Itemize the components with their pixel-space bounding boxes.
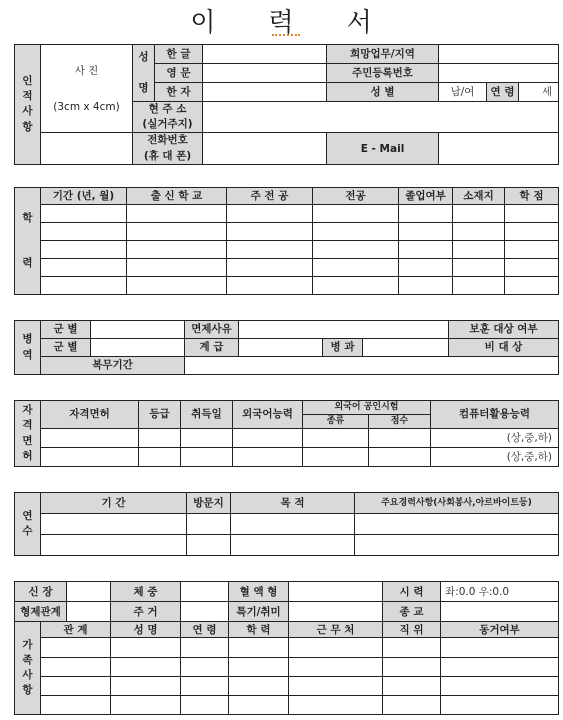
table-cell[interactable] (181, 638, 229, 657)
table-cell[interactable] (383, 657, 441, 676)
computer-level-2[interactable]: (상,중,하) (431, 448, 559, 467)
service-period-field[interactable] (185, 357, 559, 375)
table-cell[interactable] (369, 448, 431, 467)
table-cell[interactable] (41, 657, 111, 676)
table-cell[interactable] (453, 259, 505, 277)
table-cell[interactable] (111, 657, 181, 676)
table-cell[interactable] (231, 514, 355, 535)
table-cell[interactable] (505, 277, 559, 295)
table-cell[interactable] (41, 514, 187, 535)
service-period-label: 복무기간 (41, 357, 185, 375)
rank-field[interactable] (239, 339, 323, 357)
name-hanja-label: 한 자 (155, 83, 203, 102)
gender-label: 성 별 (327, 83, 439, 102)
veteran-label: 보훈 대상 여부 (449, 321, 559, 339)
table-cell[interactable] (441, 657, 559, 676)
title-char-2: 력 (268, 8, 295, 38)
family-header-age: 연 령 (181, 622, 229, 638)
table-row (15, 638, 559, 657)
table-row (15, 676, 559, 695)
non-target-label[interactable]: 비 대 상 (449, 339, 559, 357)
table-cell[interactable] (227, 241, 313, 259)
table-cell[interactable] (441, 676, 559, 695)
table-row (15, 429, 559, 448)
table-cell[interactable] (355, 535, 559, 556)
table-cell[interactable] (313, 241, 399, 259)
computer-skill-header: 컴퓨터활용능력 (431, 401, 559, 429)
family-header-position: 직 위 (383, 622, 441, 638)
desired-job-field[interactable] (439, 45, 559, 64)
siblings-field[interactable] (67, 602, 111, 622)
religion-label: 종 교 (383, 602, 441, 622)
age-label: 연 령 (487, 83, 519, 102)
table-cell[interactable] (399, 259, 453, 277)
table-cell[interactable] (313, 259, 399, 277)
edu-header-location: 소재지 (453, 188, 505, 205)
edu-header-graduated: 졸업여부 (399, 188, 453, 205)
specialty-field[interactable] (363, 339, 449, 357)
phone-field[interactable] (203, 133, 327, 164)
name-english-field[interactable] (203, 64, 327, 83)
table-cell[interactable] (233, 429, 303, 448)
table-cell[interactable] (41, 676, 111, 695)
weight-field[interactable] (181, 582, 229, 602)
name-hangul-field[interactable] (203, 45, 327, 64)
family-header-cohabit: 동거여부 (441, 622, 559, 638)
residence-field[interactable] (181, 602, 229, 622)
title-underline (272, 34, 300, 36)
blood-field[interactable] (289, 582, 383, 602)
training-section-label: 연 수 (15, 493, 41, 556)
table-cell[interactable] (127, 277, 227, 295)
table-cell[interactable] (181, 429, 233, 448)
cert-type-header: 종류 (303, 415, 369, 429)
table-cell[interactable] (181, 695, 229, 714)
table-cell[interactable] (383, 676, 441, 695)
table-cell[interactable] (41, 259, 127, 277)
table-cell[interactable] (453, 241, 505, 259)
table-row (15, 448, 559, 467)
grade-header: 등급 (139, 401, 181, 429)
military-branch-label: 군 별 (41, 339, 91, 357)
table-cell[interactable] (187, 514, 231, 535)
table-cell[interactable] (111, 695, 181, 714)
name-hanja-field[interactable] (203, 83, 327, 102)
training-country-header: 방문지 (187, 493, 231, 514)
edu-header-school: 출 신 학 교 (127, 188, 227, 205)
table-row (15, 657, 559, 676)
table-cell[interactable] (369, 429, 431, 448)
religion-field[interactable] (441, 602, 559, 622)
military-type-field[interactable] (91, 321, 185, 339)
table-cell[interactable] (453, 223, 505, 241)
table-row (15, 205, 559, 223)
table-row (15, 223, 559, 241)
cert-test-header: 외국어 공인시험 (303, 401, 431, 415)
table-cell[interactable] (227, 277, 313, 295)
table-cell[interactable] (505, 223, 559, 241)
rank-label: 계 급 (185, 339, 239, 357)
name-english-label: 영 문 (155, 64, 203, 83)
table-cell[interactable] (229, 695, 289, 714)
education-section-label: 학 력 (15, 188, 41, 295)
blood-label: 혈 액 형 (229, 582, 289, 602)
vision-label: 시 력 (383, 582, 441, 602)
table-cell[interactable] (289, 638, 383, 657)
photo-spacer (41, 133, 133, 164)
table-cell[interactable] (303, 448, 369, 467)
edu-header-major: 주 전 공 (227, 188, 313, 205)
table-cell[interactable] (181, 448, 233, 467)
table-cell[interactable] (41, 429, 139, 448)
table-cell[interactable] (289, 676, 383, 695)
address-field[interactable] (203, 102, 559, 133)
table-cell[interactable] (229, 657, 289, 676)
table-cell[interactable] (289, 695, 383, 714)
exempt-reason-label: 면제사유 (185, 321, 239, 339)
table-cell[interactable] (453, 205, 505, 223)
table-cell[interactable] (227, 205, 313, 223)
family-header-name: 성 명 (111, 622, 181, 638)
rrn-field[interactable] (439, 64, 559, 83)
cert-score-header: 점수 (369, 415, 431, 429)
table-cell[interactable] (41, 638, 111, 657)
table-cell[interactable] (313, 205, 399, 223)
family-section-label: 가 족 사 항 (15, 622, 41, 715)
table-row (15, 259, 559, 277)
table-cell[interactable] (399, 205, 453, 223)
table-cell[interactable] (399, 223, 453, 241)
height-field[interactable] (67, 582, 111, 602)
hobby-label: 특기/취미 (229, 602, 289, 622)
age-unit[interactable]: 세 (519, 83, 559, 102)
table-cell[interactable] (303, 429, 369, 448)
table-cell[interactable] (41, 223, 127, 241)
table-cell[interactable] (227, 259, 313, 277)
table-cell[interactable] (441, 695, 559, 714)
table-cell[interactable] (139, 429, 181, 448)
acquired-header: 취득일 (181, 401, 233, 429)
license-header: 자격면허 (41, 401, 139, 429)
family-header-relation: 관 계 (41, 622, 111, 638)
table-cell[interactable] (505, 205, 559, 223)
table-cell[interactable] (41, 277, 127, 295)
desired-job-label: 희망업무/지역 (327, 45, 439, 64)
family-header-education: 학 력 (229, 622, 289, 638)
phone-label: 전화번호 (휴 대 폰) (133, 133, 203, 164)
table-cell[interactable] (399, 241, 453, 259)
table-cell[interactable] (313, 223, 399, 241)
table-cell[interactable] (41, 241, 127, 259)
name-hangul-label: 한 글 (155, 45, 203, 64)
table-cell[interactable] (229, 676, 289, 695)
table-cell[interactable] (355, 514, 559, 535)
gender-value[interactable]: 남/여 (439, 83, 487, 102)
edu-header-gpa: 학 점 (505, 188, 559, 205)
title-char-3: 서 (346, 8, 373, 38)
table-row (15, 241, 559, 259)
title-char-1: 이 (190, 8, 217, 38)
computer-level-1[interactable]: (상,중,하) (431, 429, 559, 448)
personal-section-label: 인 적 사 항 (15, 45, 41, 165)
personal-info-table (14, 44, 559, 165)
training-purpose-header: 목 적 (231, 493, 355, 514)
height-label: 신 장 (15, 582, 67, 602)
table-cell[interactable] (383, 695, 441, 714)
table-row (15, 277, 559, 295)
table-cell[interactable] (41, 448, 139, 467)
military-branch-field[interactable] (91, 339, 185, 357)
table-cell[interactable] (127, 205, 227, 223)
table-cell[interactable] (127, 241, 227, 259)
table-cell[interactable] (453, 277, 505, 295)
table-cell[interactable] (227, 223, 313, 241)
table-cell[interactable] (127, 259, 227, 277)
table-cell[interactable] (313, 277, 399, 295)
table-cell[interactable] (111, 676, 181, 695)
family-header-workplace: 근 무 처 (289, 622, 383, 638)
weight-label: 체 중 (111, 582, 181, 602)
specialty-label: 병 과 (323, 339, 363, 357)
table-cell[interactable] (181, 676, 229, 695)
photo-label: 사 진 (74, 64, 99, 77)
table-cell[interactable] (231, 535, 355, 556)
table-cell[interactable] (505, 241, 559, 259)
table-cell[interactable] (111, 638, 181, 657)
table-cell[interactable] (187, 535, 231, 556)
qualifications-section-label: 자 격 면 허 (15, 401, 41, 467)
table-cell[interactable] (383, 638, 441, 657)
edu-header-field: 전공 (313, 188, 399, 205)
foreign-language-header: 외국어능력 (233, 401, 303, 429)
name-label: 성 명 (133, 45, 155, 102)
table-cell[interactable] (505, 259, 559, 277)
email-label: E - Mail (327, 133, 439, 164)
experience-header: 주요경력사항(사회봉사,아르바이트등) (355, 493, 559, 514)
military-type-label: 군 별 (41, 321, 91, 339)
vision-value[interactable]: 좌:0.0 우:0.0 (441, 582, 559, 602)
photo-size: (3cm x 4cm) (53, 100, 120, 113)
table-cell[interactable] (229, 638, 289, 657)
education-table (14, 187, 559, 295)
table-row (15, 695, 559, 714)
training-table (14, 492, 559, 556)
edu-header-period: 기간 (년, 월) (41, 188, 127, 205)
military-section-label: 병 역 (15, 321, 41, 375)
qualifications-table (14, 400, 559, 467)
rrn-label: 주민등록번호 (327, 64, 439, 83)
table-cell[interactable] (289, 657, 383, 676)
hobby-field[interactable] (289, 602, 383, 622)
address-label: 현 주 소 (실거주지) (133, 102, 203, 133)
table-cell[interactable] (41, 205, 127, 223)
table-cell[interactable] (441, 638, 559, 657)
siblings-label: 형제관계 (15, 602, 67, 622)
military-table (14, 320, 559, 375)
training-period-header: 기 간 (41, 493, 187, 514)
photo-box[interactable] (41, 45, 133, 133)
residence-label: 주 거 (111, 602, 181, 622)
table-row (15, 535, 559, 556)
table-cell[interactable] (127, 223, 227, 241)
exempt-reason-field[interactable] (239, 321, 449, 339)
table-cell[interactable] (181, 657, 229, 676)
table-cell[interactable] (41, 695, 111, 714)
table-cell[interactable] (139, 448, 181, 467)
table-cell[interactable] (41, 535, 187, 556)
table-cell[interactable] (233, 448, 303, 467)
table-row (15, 514, 559, 535)
family-table (14, 581, 559, 715)
email-field[interactable] (439, 133, 559, 164)
table-cell[interactable] (399, 277, 453, 295)
